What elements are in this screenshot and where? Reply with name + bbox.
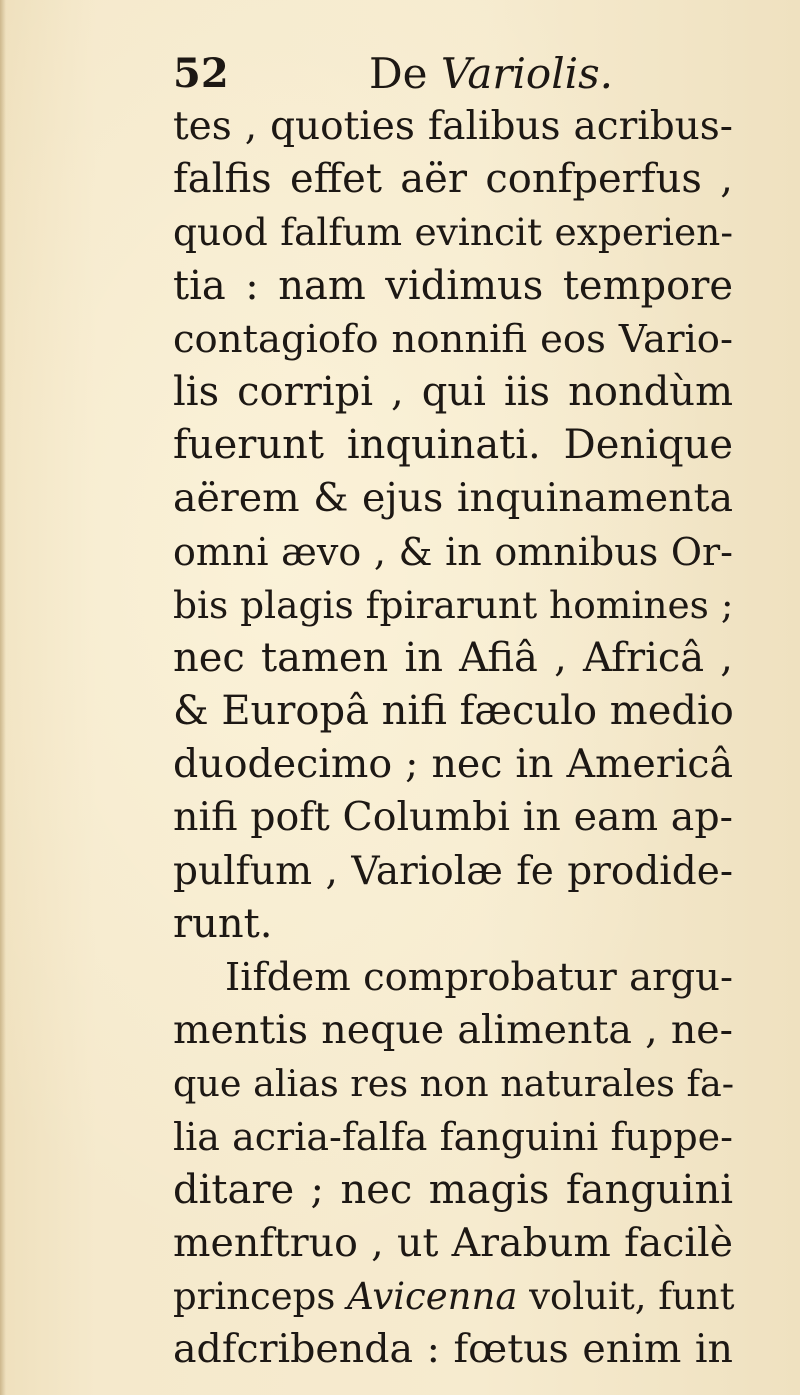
text-line-22: menftruo , ut Arabum facilè <box>173 1219 733 1266</box>
text-line-10: bis plagis fpirarunt homines ; <box>173 582 734 627</box>
text-line-18: mentis neque alimenta , ne- <box>173 1007 733 1054</box>
text-line-3: quod falfum evincit experien- <box>173 210 733 255</box>
text-line-20: lia acria-falfa fanguini fuppe- <box>173 1114 733 1159</box>
text-line-5: contagiofo nonnifi eos Vario- <box>173 316 733 362</box>
page-number: 52 <box>173 50 229 97</box>
page-edge-shadow <box>0 0 6 1395</box>
text-line-24: adfcribenda : fœtus enim in <box>173 1326 733 1373</box>
text-line-4: tia : nam vidimus tempore <box>173 262 733 309</box>
text-line-23 <box>173 1270 733 1323</box>
running-title-prefix: De <box>369 49 441 98</box>
author-name-italic: Avicenna <box>347 1275 518 1319</box>
text-line-13: duodecimo ; nec in Americâ <box>173 741 733 788</box>
text-line-8: aërem & ejus inquinamenta <box>173 475 733 522</box>
running-title <box>369 46 613 102</box>
text-line-12: & Europâ nifi fæculo medio <box>173 688 734 735</box>
text-line-16: runt. <box>173 900 273 947</box>
text-line-11: nec tamen in Afiâ , Africâ , <box>173 634 733 681</box>
text-line-9: omni ævo , & in omnibus Or- <box>173 529 733 574</box>
text-line-15: pulfum , Variolæ fe prodide- <box>173 848 733 894</box>
body-text <box>173 100 733 1377</box>
text-line-7: fuerunt inquinati. Denique <box>173 422 733 469</box>
text-line-17: Iifdem comprobatur argu- <box>225 955 733 1000</box>
text-line-23-before: princeps <box>173 1275 348 1319</box>
text-line-14: nifi poft Columbi in eam ap- <box>173 794 733 841</box>
running-title-italic: Variolis. <box>440 49 613 98</box>
text-line-19: que alias res non naturales fa- <box>173 1062 735 1106</box>
page-header <box>173 46 733 102</box>
text-line-21: ditare ; nec magis fanguini <box>173 1166 733 1213</box>
text-line-2: falfis effet aër confperfus , <box>173 156 733 203</box>
text-line-6: lis corripi , qui iis nondùm <box>173 368 733 415</box>
text-line-23-after: voluit, funt <box>517 1275 735 1319</box>
text-line-1: tes , quoties falibus acribus- <box>173 104 733 149</box>
